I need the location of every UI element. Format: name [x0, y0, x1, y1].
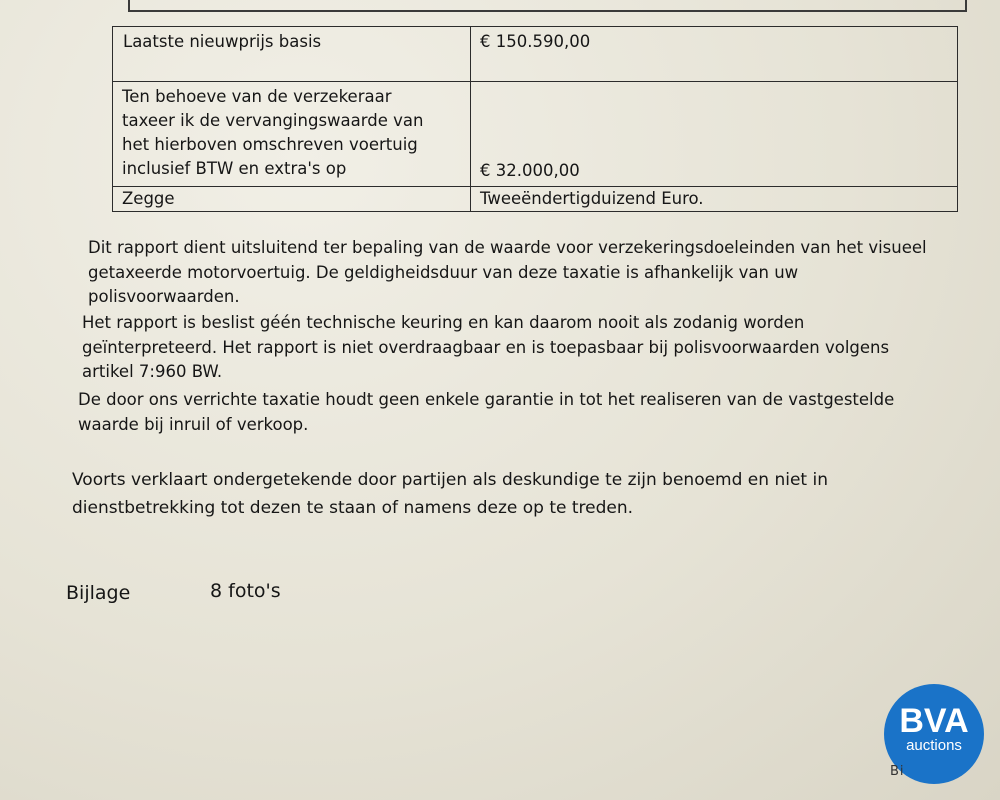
logo-text-main: BVA [899, 702, 969, 740]
paragraph-line: Dit rapport dient uitsluitend ter bepaling van de waarde voor verzekeringsdoeleinden van het visueel [88, 238, 927, 257]
valuation-table [112, 26, 958, 212]
label-line: het hierboven omschreven voertuig [122, 135, 418, 154]
label-line: taxeer ik de vervangingswaarde van [122, 111, 424, 130]
label-line: Ten behoeve van de verzekeraar [122, 87, 392, 106]
paragraph-line: Het rapport is beslist géén technische keuring en kan daarom nooit als zodanig worden [82, 313, 805, 332]
paragraph-no-guarantee [78, 388, 894, 437]
paragraph-no-inspection [82, 311, 889, 385]
label-line: inclusief BTW en extra's op [122, 159, 347, 178]
attachment-value: 8 foto's [210, 580, 281, 602]
paragraph-disclaimer [88, 236, 927, 310]
table-row [113, 187, 958, 212]
attachment-label: Bijlage [66, 582, 131, 604]
paragraph-line: artikel 7:960 BW. [82, 362, 223, 381]
previous-table-edge [128, 0, 967, 12]
table-cell-label [113, 82, 471, 187]
corner-text: Bi [890, 764, 905, 779]
paragraph-line: waarde bij inruil of verkoop. [78, 414, 309, 434]
table-row [113, 27, 958, 82]
paragraph-line: getaxeerde motorvoertuig. De geldigheidsduur van deze taxatie is afhankelijk van uw [88, 262, 799, 282]
table-cell-value: Tweeëndertigduizend Euro. [471, 187, 958, 212]
paragraph-line: dienstbetrekking tot dezen te staan of namens deze op te treden. [72, 498, 634, 518]
paragraph-line: polisvoorwaarden. [88, 287, 240, 306]
paragraph-line: De door ons verrichte taxatie houdt geen enkele garantie in tot het realiseren van de vastgestelde [78, 390, 895, 409]
paragraph-declaration [72, 466, 828, 522]
table-cell-label: Zegge [113, 187, 471, 212]
table-cell-value: € 150.590,00 [471, 27, 958, 82]
paragraph-line: Voorts verklaart ondergetekende door partijen als deskundige te zijn benoemd en niet in [72, 470, 828, 490]
table-cell-label: Laatste nieuwprijs basis [113, 27, 471, 82]
table-cell-value: € 32.000,00 [471, 82, 958, 187]
logo-text-sub: auctions [906, 737, 962, 754]
paragraph-line: geïnterpreteerd. Het rapport is niet overdraagbaar en is toepasbaar bij polisvoorwaarden volgens [82, 337, 890, 357]
table-row [113, 82, 958, 187]
